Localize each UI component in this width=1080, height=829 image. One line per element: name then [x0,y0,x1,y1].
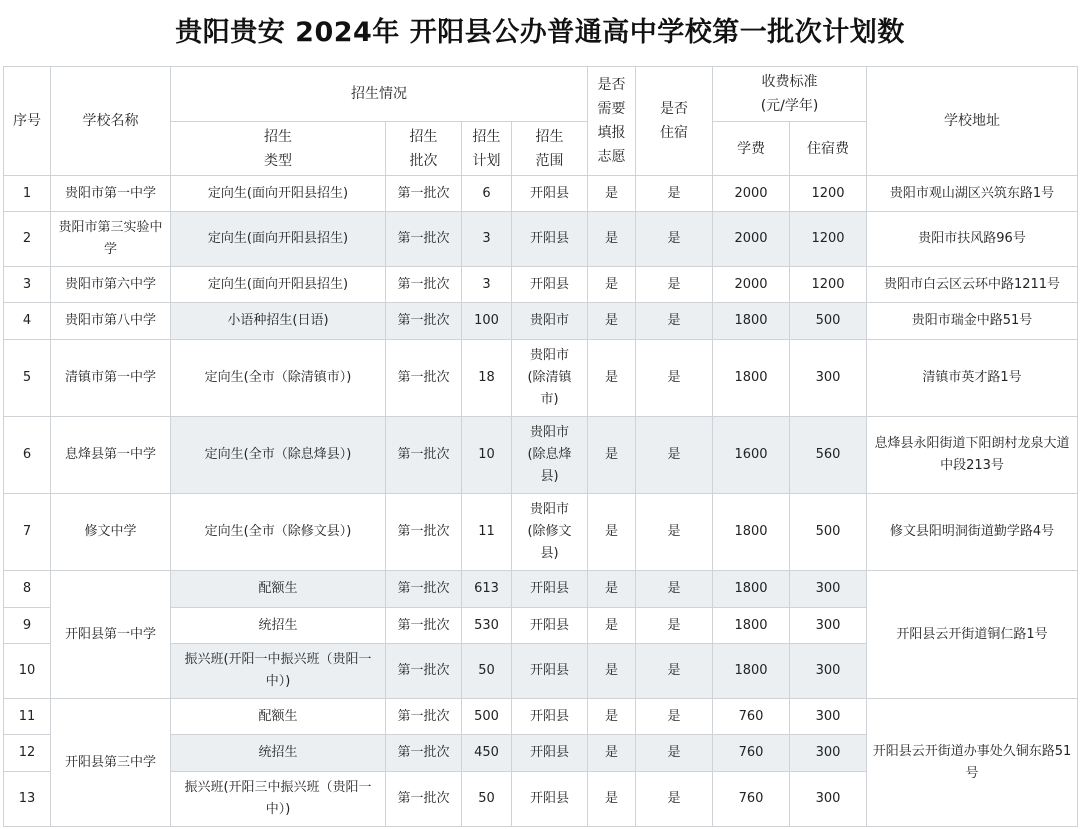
cell-apply: 是 [588,417,636,494]
cell-scope: 开阳县 [512,735,588,772]
cell-batch: 第一批次 [386,699,462,735]
cell-plan: 6 [462,176,512,212]
cell-scope: 贵阳市 (除息烽 县) [512,417,588,494]
cell-board: 是 [636,176,713,212]
cell-seq: 10 [4,644,51,699]
cell-tuition: 2000 [713,212,790,267]
cell-scope: 开阳县 [512,644,588,699]
cell-batch: 第一批次 [386,267,462,303]
table-row [4,417,1078,494]
cell-board: 是 [636,699,713,735]
header-fee-group: 收费标准 (元/学年) [713,67,867,122]
cell-school: 清镇市第一中学 [51,340,171,417]
cell-batch: 第一批次 [386,494,462,571]
cell-batch: 第一批次 [386,212,462,267]
cell-batch: 第一批次 [386,303,462,340]
header-type: 招生 类型 [171,122,386,176]
cell-seq: 8 [4,571,51,608]
cell-address: 开阳县云开街道铜仁路1号 [867,571,1078,699]
cell-board: 是 [636,303,713,340]
enrollment-plan-table [3,66,1078,827]
cell-type: 定向生(面向开阳县招生) [171,176,386,212]
cell-lodging: 560 [790,417,867,494]
cell-lodging: 300 [790,340,867,417]
table-row [4,267,1078,303]
cell-board: 是 [636,212,713,267]
cell-seq: 12 [4,735,51,772]
cell-type: 配额生 [171,571,386,608]
cell-scope: 贵阳市 [512,303,588,340]
cell-seq: 2 [4,212,51,267]
cell-batch: 第一批次 [386,340,462,417]
cell-scope: 开阳县 [512,772,588,827]
cell-address: 贵阳市白云区云环中路1211号 [867,267,1078,303]
cell-apply: 是 [588,303,636,340]
cell-tuition: 760 [713,772,790,827]
header-enroll-group: 招生情况 [171,67,588,122]
cell-apply: 是 [588,772,636,827]
cell-address: 修文县阳明洞街道勤学路4号 [867,494,1078,571]
cell-apply: 是 [588,644,636,699]
cell-tuition: 1800 [713,644,790,699]
cell-tuition: 1800 [713,340,790,417]
cell-batch: 第一批次 [386,176,462,212]
cell-school: 修文中学 [51,494,171,571]
cell-board: 是 [636,772,713,827]
cell-type: 定向生(全市（除修文县）) [171,494,386,571]
cell-seq: 5 [4,340,51,417]
cell-tuition: 1800 [713,608,790,644]
table-row [4,340,1078,417]
cell-seq: 3 [4,267,51,303]
header-school: 学校名称 [51,67,171,176]
cell-scope: 开阳县 [512,212,588,267]
cell-scope: 贵阳市 (除修文 县) [512,494,588,571]
cell-board: 是 [636,644,713,699]
cell-type: 定向生(全市（除清镇市）) [171,340,386,417]
cell-seq: 11 [4,699,51,735]
cell-tuition: 760 [713,699,790,735]
header-batch: 招生 批次 [386,122,462,176]
cell-scope: 开阳县 [512,608,588,644]
cell-type: 定向生(全市（除息烽县）) [171,417,386,494]
cell-plan: 530 [462,608,512,644]
cell-seq: 6 [4,417,51,494]
cell-board: 是 [636,494,713,571]
page-title: 贵阳贵安 2024年 开阳县公办普通高中学校第一批次计划数 [175,17,905,48]
cell-plan: 50 [462,772,512,827]
table-row [4,176,1078,212]
cell-apply: 是 [588,494,636,571]
cell-tuition: 1800 [713,303,790,340]
cell-lodging: 1200 [790,176,867,212]
cell-type: 定向生(面向开阳县招生) [171,267,386,303]
cell-seq: 4 [4,303,51,340]
cell-batch: 第一批次 [386,417,462,494]
cell-address: 息烽县永阳街道下阳朗村龙泉大道中段213号 [867,417,1078,494]
header-address: 学校地址 [867,67,1078,176]
header-board: 是否 住宿 [636,67,713,176]
cell-address: 贵阳市瑞金中路51号 [867,303,1078,340]
cell-school: 开阳县第三中学 [51,699,171,827]
cell-lodging: 300 [790,772,867,827]
cell-lodging: 300 [790,644,867,699]
cell-plan: 11 [462,494,512,571]
cell-address: 贵阳市扶风路96号 [867,212,1078,267]
cell-plan: 3 [462,212,512,267]
cell-type: 配额生 [171,699,386,735]
cell-batch: 第一批次 [386,644,462,699]
cell-plan: 50 [462,644,512,699]
cell-apply: 是 [588,608,636,644]
cell-tuition: 2000 [713,267,790,303]
cell-school: 息烽县第一中学 [51,417,171,494]
cell-apply: 是 [588,267,636,303]
cell-lodging: 1200 [790,212,867,267]
cell-batch: 第一批次 [386,735,462,772]
table-header [4,67,1078,176]
cell-batch: 第一批次 [386,608,462,644]
header-apply: 是否 需要 填报 志愿 [588,67,636,176]
cell-address: 开阳县云开街道办事处久铜东路51号 [867,699,1078,827]
table-row [4,571,1078,608]
cell-tuition: 2000 [713,176,790,212]
cell-lodging: 500 [790,494,867,571]
cell-plan: 3 [462,267,512,303]
cell-lodging: 1200 [790,267,867,303]
cell-school: 贵阳市第一中学 [51,176,171,212]
cell-address: 清镇市英才路1号 [867,340,1078,417]
cell-type: 统招生 [171,608,386,644]
cell-plan: 613 [462,571,512,608]
cell-lodging: 300 [790,571,867,608]
cell-apply: 是 [588,176,636,212]
table-row [4,303,1078,340]
cell-seq: 9 [4,608,51,644]
cell-board: 是 [636,340,713,417]
cell-board: 是 [636,571,713,608]
cell-tuition: 1600 [713,417,790,494]
cell-seq: 7 [4,494,51,571]
cell-scope: 开阳县 [512,267,588,303]
table-row [4,699,1078,735]
cell-seq: 13 [4,772,51,827]
cell-type: 定向生(面向开阳县招生) [171,212,386,267]
table-row [4,494,1078,571]
header-lodging: 住宿费 [790,122,867,176]
cell-school: 贵阳市第八中学 [51,303,171,340]
cell-lodging: 300 [790,735,867,772]
cell-school: 贵阳市第六中学 [51,267,171,303]
table-row [4,212,1078,267]
cell-apply: 是 [588,212,636,267]
cell-lodging: 500 [790,303,867,340]
header-scope: 招生 范围 [512,122,588,176]
cell-lodging: 300 [790,699,867,735]
cell-scope: 开阳县 [512,176,588,212]
cell-type: 统招生 [171,735,386,772]
cell-type: 振兴班(开阳三中振兴班（贵阳一中）) [171,772,386,827]
cell-plan: 18 [462,340,512,417]
cell-apply: 是 [588,735,636,772]
cell-board: 是 [636,608,713,644]
header-tuition: 学费 [713,122,790,176]
cell-tuition: 1800 [713,494,790,571]
cell-tuition: 760 [713,735,790,772]
cell-tuition: 1800 [713,571,790,608]
cell-board: 是 [636,417,713,494]
cell-plan: 500 [462,699,512,735]
cell-batch: 第一批次 [386,772,462,827]
cell-scope: 开阳县 [512,571,588,608]
cell-scope: 贵阳市 (除清镇 市) [512,340,588,417]
cell-apply: 是 [588,571,636,608]
header-seq: 序号 [4,67,51,176]
cell-type: 振兴班(开阳一中振兴班（贵阳一中）) [171,644,386,699]
cell-batch: 第一批次 [386,571,462,608]
cell-scope: 开阳县 [512,699,588,735]
cell-address: 贵阳市观山湖区兴筑东路1号 [867,176,1078,212]
cell-seq: 1 [4,176,51,212]
cell-school: 开阳县第一中学 [51,571,171,699]
cell-board: 是 [636,735,713,772]
cell-plan: 100 [462,303,512,340]
cell-school: 贵阳市第三实验中学 [51,212,171,267]
cell-plan: 450 [462,735,512,772]
cell-apply: 是 [588,699,636,735]
cell-lodging: 300 [790,608,867,644]
cell-board: 是 [636,267,713,303]
cell-plan: 10 [462,417,512,494]
header-plan: 招生 计划 [462,122,512,176]
cell-apply: 是 [588,340,636,417]
cell-type: 小语种招生(日语) [171,303,386,340]
